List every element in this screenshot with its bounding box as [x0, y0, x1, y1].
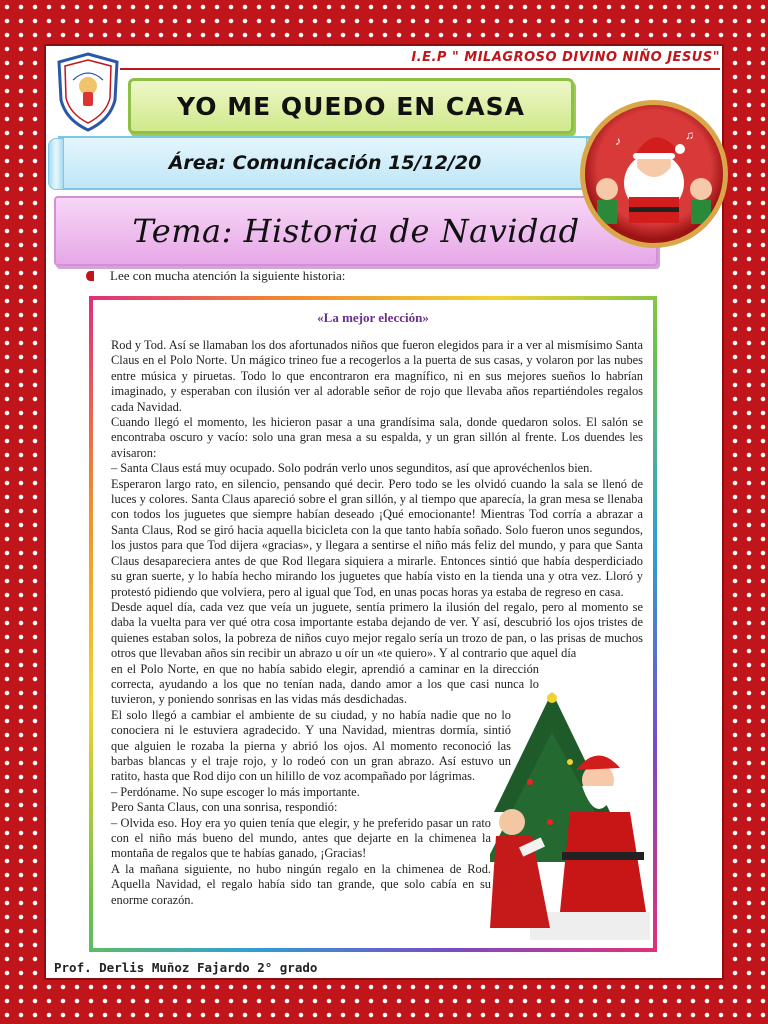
story-paragraph: Desde aquel día, cada vez que veía un juguete, sentía primero la ilusión del regalo, pero al momento se daba la vuelta para ver qué otra cosa importante estaba dejando de ver. Y así, descubrió los ojos tristes de quienes estaban solos, la pobreza de niños cuyo mejor regalo sería un trozo de pan, o las prisas de muchos otros que llevaban años sin recibir un abrazo u oír un «te quiero». Y al contrario que aquel día [111, 599, 643, 661]
story-paragraph: Rod y Tod. Así se llamaban los dos afortunados niños que fueron elegidos para ir a ver al mismísimo Santa Claus en el Polo Norte. Un mágico trineo fue a recogerlos a la puerta de sus casas, y volaron por las nubes entre música y piruetas. Todo lo que encontraron era magnífico, ni en sus mejores sueños lo habrían imaginado, y esperaban con ilusión ver al adorable señor de rojo que llevaba años repartiéndoles regalos cada Navidad. [111, 338, 643, 414]
svg-text:♪: ♪ [615, 134, 621, 148]
theme-title: Tema: Historia de Navidad [132, 212, 580, 250]
area-banner [58, 136, 592, 190]
svg-text:♫: ♫ [685, 128, 694, 142]
scroll-left-edge [48, 138, 64, 190]
santa-icon [585, 105, 723, 243]
bullet-icon [86, 271, 94, 281]
story-paragraph: A la mañana siguiente, no hubo ningún regalo en la chimenea de Rod. Aquella Navidad, el regalo había sido tan grande, que solo cabía en su enorme corazón. [111, 861, 491, 907]
school-name: I.E.P " MILAGROSO DIVINO NIÑO JESUS" [411, 50, 720, 65]
story-paragraph: Pero Santa Claus, con una sonrisa, respondió: [111, 800, 338, 815]
story-paragraph: – Perdóname. No supe escoger lo más importante. [111, 784, 360, 799]
theme-banner [54, 196, 658, 266]
santa-illustration [580, 100, 728, 248]
story-paragraph: en el Polo Norte, en que no había sabido elegir, aprendió a caminar en la dirección correcta, ayudando a los que no tenían nada, dando amor a los que casi nunca lo tuvieron, y poniendo sonrisas en las vidas más desdichadas. [111, 661, 539, 707]
school-logo-icon [55, 52, 121, 132]
story-paragraph: Esperaron largo rato, en silencio, pensando qué decir. Pero todo se les olvidó cuando la sala se llenó de luces y colores. Santa Claus apareció sobre el gran sillón, y al tiempo que aparecía, la gran mesa se llenaba con todos los juguetes que siempre habían deseado ¡Qué emocionante! Mientras Tod corría a abrazar a Santa Claus, Rod se giró hacia aquella bicicleta con la que tanto había soñado. Solo fueron unos segundos, los justos para que Tod dijera «gracias», y llegara a sentirse el niño más feliz del mundo, y para que Santa Claus desapareciera antes de que Rod llegara siquiera a mirarle. Entonces sintió que había desperdiciado su gran suerte, y lo había hecho mirando los juguetes que había visto en la tienda una y otra vez. Lloró y protestó pidiendo que volviera, pero al igual que Tod, en unas pocas horas ya estaba de regreso en casa. [111, 476, 643, 599]
area-date-label: Área: Comunicación 15/12/20 [168, 152, 482, 174]
story-paragraph: – Olvida eso. Hoy era yo quien tenía que elegir, y he preferido pasar un rato con el niño más bueno del mundo, antes que dejarte en la chimenea la montaña de regalos que te habías ganado, ¡Gracias! [111, 815, 491, 861]
teacher-footer: Prof. Derlis Muñoz Fajardo 2° grado [54, 960, 318, 975]
story-paragraph: El solo llegó a cambiar el ambiente de su ciudad, y no había nadie que no lo conociera ni le estuviera agradecido. Y una Navidad, mientras dormía, sintió que alguien le rozaba la pierna y abrió los ojos. Al momento reconoció las barbas blancas y el traje rojo, y lo rodeó con un gran abrazo. Así estuvo un ratito, hasta que Rod dijo con un hilillo de voz acompañado por lágrimas. [111, 707, 511, 784]
story-paragraph: – Santa Claus está muy ocupado. Solo podrán verlo unos segunditos, así que aprovéchenlos bien. [111, 461, 593, 476]
instruction-text: Lee con mucha atención la siguiente historia: [110, 268, 346, 283]
page-title: YO ME QUEDO EN CASA [177, 91, 525, 121]
title-banner [128, 78, 574, 134]
header-divider [120, 68, 720, 70]
story-title: «La mejor elección» [317, 310, 429, 325]
christmas-tree-santa-photo [490, 692, 650, 940]
story-paragraph: Cuando llegó el momento, les hicieron pasar a una grandísima sala, donde quedaron solos. El salón se encontraba oscuro y vacío: solo una gran mesa a su espalda, y un gran sillón al frente. Los duendes les avisaron: [111, 415, 643, 460]
